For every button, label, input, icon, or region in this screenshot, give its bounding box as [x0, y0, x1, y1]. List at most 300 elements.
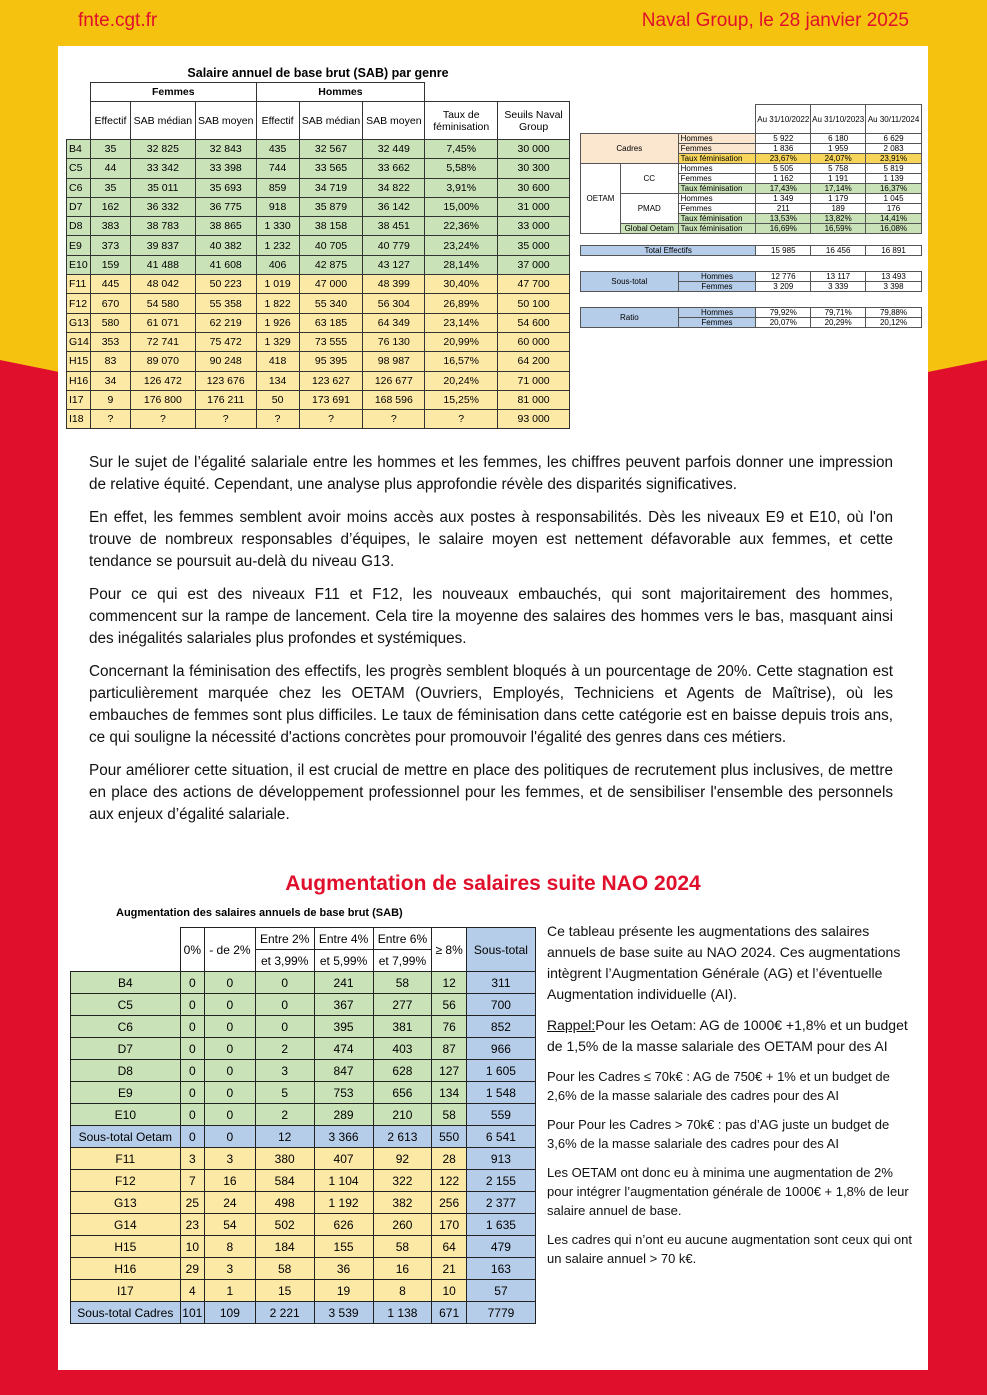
cell: 40 705 [299, 236, 363, 255]
cell: 5 819 [866, 164, 922, 174]
level-label: D7 [67, 197, 91, 216]
cell: 92 [373, 1148, 432, 1170]
cell: 580 [90, 313, 130, 332]
cell: 64 [432, 1236, 467, 1258]
cell: 23,67% [756, 154, 811, 164]
cell: 19 [314, 1280, 373, 1302]
date-col-3: Au 30/11/2024 [866, 105, 922, 134]
cell: 30 600 [498, 178, 570, 197]
cell: 498 [255, 1192, 314, 1214]
cell: 1 836 [756, 144, 811, 154]
cell: 3 [205, 1148, 256, 1170]
cell: 36 332 [130, 197, 195, 216]
row-label: H15 [71, 1236, 181, 1258]
cell: 1 [205, 1280, 256, 1302]
row-label: G13 [71, 1192, 181, 1214]
row-label: Hommes [678, 272, 756, 282]
level-label: E9 [67, 236, 91, 255]
cell: 382 [373, 1192, 432, 1214]
row-label: F11 [71, 1148, 181, 1170]
table-row [71, 1170, 536, 1192]
aug-table-title: Augmentation des salaires annuels de base brut (SAB) [116, 907, 403, 919]
cell: 90 248 [195, 352, 256, 371]
cell: 29 [180, 1258, 204, 1280]
table-row [71, 1060, 536, 1082]
cell: 256 [432, 1192, 467, 1214]
cell: 0 [180, 1104, 204, 1126]
paragraph-3: Pour ce qui est des niveaux F11 et F12, les nouveaux embauchés, qui sont majoritairement des hommes, commencent sur la rampe de lancement. Cela tire la moyenne des salaires des hommes vers le bas, masquant ainsi des inégalités salariales plus profondes et systémiques. [89, 586, 893, 647]
level-label: H16 [67, 371, 91, 390]
cell: 15,00% [425, 197, 498, 216]
table-row [71, 972, 536, 994]
side-notes [547, 921, 917, 1278]
cell: 58 [373, 1236, 432, 1258]
cell: 35 011 [130, 178, 195, 197]
cell: 95 395 [299, 352, 363, 371]
row-label: Hommes [678, 194, 756, 204]
cell: 1 019 [256, 275, 299, 294]
cell: 1 926 [256, 313, 299, 332]
cell: 3 339 [811, 282, 866, 292]
cell: 1 179 [811, 194, 866, 204]
augmentation-table [70, 927, 536, 1324]
paragraph-1: Sur le sujet de l’égalité salariale entre les hommes et les femmes, les chiffres peuvent parfois donner une impression de relative équité. Cependant, une analyse plus approfondie révèle des disparités significatives. [89, 454, 893, 493]
site-name: fnte.cgt.fr [78, 10, 158, 31]
cell: 72 741 [130, 332, 195, 351]
cell: 14,41% [866, 214, 922, 224]
cell: 584 [255, 1170, 314, 1192]
cell: 0 [180, 1126, 204, 1148]
cell: 41 488 [130, 255, 195, 274]
cell: 383 [90, 217, 130, 236]
level-label: F12 [67, 294, 91, 313]
date-col-2: Au 31/10/2023 [811, 105, 866, 134]
sab-col-header: Taux de féminisation [425, 102, 498, 140]
cell: 30 300 [498, 159, 570, 178]
cell: 0 [205, 972, 256, 994]
cell: 1 349 [756, 194, 811, 204]
cell: 12 [255, 1126, 314, 1148]
cell: 34 822 [363, 178, 425, 197]
section-title: Augmentation de salaires suite NAO 2024 [285, 872, 701, 895]
cell: 0 [180, 1038, 204, 1060]
cell: 41 608 [195, 255, 256, 274]
cell: 60 000 [498, 332, 570, 351]
cell: 2 083 [866, 144, 922, 154]
sab-col-header: SAB moyen [195, 102, 256, 140]
cell: 170 [432, 1214, 467, 1236]
cell: 44 [90, 159, 130, 178]
cell: 16 456 [811, 246, 866, 256]
cell: ? [195, 410, 256, 429]
cell: 0 [180, 1016, 204, 1038]
cell: 852 [466, 1016, 535, 1038]
cell: 5,58% [425, 159, 498, 178]
cell: 101 [180, 1302, 204, 1324]
row-label: B4 [71, 972, 181, 994]
cell: 31 000 [498, 197, 570, 216]
cell: 479 [466, 1236, 535, 1258]
level-label: E10 [67, 255, 91, 274]
cell: 32 825 [130, 140, 195, 159]
cell: 38 783 [130, 217, 195, 236]
cell: 2 221 [255, 1302, 314, 1324]
table-row [67, 390, 570, 409]
cell: 277 [373, 994, 432, 1016]
row-label: D7 [71, 1038, 181, 1060]
rappel-label: Rappel: [547, 1017, 596, 1033]
cell: 47 000 [299, 275, 363, 294]
cell: 241 [314, 972, 373, 994]
cell: 48 399 [363, 275, 425, 294]
cell: 38 451 [363, 217, 425, 236]
cell: ? [90, 410, 130, 429]
table-row [71, 1280, 536, 1302]
cell: 37 000 [498, 255, 570, 274]
cell: 670 [90, 294, 130, 313]
col-6-8a: Entre 6% [373, 928, 432, 950]
cell: 61 071 [130, 313, 195, 332]
cell: 33 662 [363, 159, 425, 178]
cell: 168 596 [363, 390, 425, 409]
cell: 3 539 [314, 1302, 373, 1324]
cell: 13,53% [756, 214, 811, 224]
col-ge8: ≥ 8% [432, 928, 467, 972]
cell: 211 [756, 204, 811, 214]
cell: 16,59% [811, 224, 866, 234]
cell: 79,92% [756, 308, 811, 318]
cell: 55 358 [195, 294, 256, 313]
document-page [58, 46, 928, 1370]
table-row [71, 1104, 536, 1126]
feminization-table [580, 104, 922, 328]
table-row [67, 178, 570, 197]
level-label: D8 [67, 217, 91, 236]
cell: 1 192 [314, 1192, 373, 1214]
cell: 406 [256, 255, 299, 274]
sab-table-title: Salaire annuel de base brut (SAB) par genre [187, 66, 449, 80]
cell: 58 [432, 1104, 467, 1126]
cell: 502 [255, 1214, 314, 1236]
level-label: G14 [67, 332, 91, 351]
cell: 418 [256, 352, 299, 371]
cell: 58 [373, 972, 432, 994]
cell: 16 [205, 1170, 256, 1192]
cell: 550 [432, 1126, 467, 1148]
cell: 373 [90, 236, 130, 255]
cell: 559 [466, 1104, 535, 1126]
cell: 34 719 [299, 178, 363, 197]
cell: 1 045 [866, 194, 922, 204]
cell: 671 [432, 1302, 467, 1324]
cell: 26,89% [425, 294, 498, 313]
cell: 17,43% [756, 184, 811, 194]
table-row [71, 1236, 536, 1258]
paragraph-2: En effet, les femmes semblent avoir moins accès aux postes à responsabilités. Dès les niveaux E9 et E10, où l'on trouve de nombreux responsables d’équipes, le salaire moyen est nettement défavorable aux femmes, et cette tendance se poursuit au-delà du niveau G13. [89, 509, 893, 570]
cell: 15 985 [756, 246, 811, 256]
paragraph-4: Concernant la féminisation des effectifs, les progrès semblent bloqués à un pourcentage de 20%. Cette stagnation est particulièrement marquée chez les OETAM (Ouvriers, Employés, Techniciens et Agents de Maîtrise), où les embauches de femmes sont plus difficiles. Le taux de féminisation dans cette catégorie est en baisse depuis trois ans, ce qui souligne la nécessité d'actions concrètes pour promouvoir l'égalité des genres dans ces métiers. [89, 663, 893, 746]
cell: 0 [255, 994, 314, 1016]
cell: 6 180 [811, 134, 866, 144]
row-label: E10 [71, 1104, 181, 1126]
cell: 56 304 [363, 294, 425, 313]
cell: 62 219 [195, 313, 256, 332]
cell: 0 [255, 972, 314, 994]
col-4-6a: Entre 4% [314, 928, 373, 950]
cell: 54 600 [498, 313, 570, 332]
cell: 210 [373, 1104, 432, 1126]
cell: 744 [256, 159, 299, 178]
cell: 15,25% [425, 390, 498, 409]
table-row [67, 410, 570, 429]
cell: 395 [314, 1016, 373, 1038]
cell: 48 042 [130, 275, 195, 294]
table-row [67, 352, 570, 371]
row-label: G14 [71, 1214, 181, 1236]
paragraph-5: Pour améliorer cette situation, il est crucial de mettre en place des politiques de recrutement plus inclusives, de mettre en place des actions de développement professionnel pour les femmes, et de sensibiliser l'ensemble des personnels aux enjeux d’égalité salariale. [89, 762, 893, 823]
table-row [71, 1148, 536, 1170]
date-line: Naval Group, le 28 janvier 2025 [641, 10, 909, 31]
row-label: I17 [71, 1280, 181, 1302]
cell: 13,82% [811, 214, 866, 224]
sab-table [66, 82, 570, 429]
cell: 403 [373, 1038, 432, 1060]
cell: 6 629 [866, 134, 922, 144]
cell: 79,71% [811, 308, 866, 318]
side-cadres-none: Les cadres qui n’ont eu aucune augmentation sont ceux qui ont un salaire annuel > 70 k€. [547, 1232, 912, 1266]
row-label: Femmes [678, 204, 756, 214]
col-sous-total: Sous-total [466, 928, 535, 972]
cell: 75 472 [195, 332, 256, 351]
cell: 176 [866, 204, 922, 214]
side-oetam: Les OETAM ont donc eu à minima une augmentation de 2% pour intégrer l’augmentation générale de 1000€ + 1,8% de leur salaire annuel de base. [547, 1165, 909, 1218]
cell: 189 [811, 204, 866, 214]
level-label: C5 [67, 159, 91, 178]
cell: 20,24% [425, 371, 498, 390]
cell: 63 185 [299, 313, 363, 332]
cell: 6 541 [466, 1126, 535, 1148]
row-label: H16 [71, 1258, 181, 1280]
table-row [71, 1302, 536, 1324]
level-label: I17 [67, 390, 91, 409]
total-effectifs-label: Total Effectifs [581, 246, 756, 256]
cell: 966 [466, 1038, 535, 1060]
cell: 0 [180, 994, 204, 1016]
cell: 38 158 [299, 217, 363, 236]
cell: 8 [373, 1280, 432, 1302]
cell: 7779 [466, 1302, 535, 1324]
cell: 628 [373, 1060, 432, 1082]
table-row [67, 313, 570, 332]
table-row [67, 371, 570, 390]
cell: 17,14% [811, 184, 866, 194]
cell: 435 [256, 140, 299, 159]
cell: 859 [256, 178, 299, 197]
row-label: D8 [71, 1060, 181, 1082]
cell: 380 [255, 1148, 314, 1170]
cell: 5 758 [811, 164, 866, 174]
cell: 1 139 [866, 174, 922, 184]
table-row [71, 1126, 536, 1148]
cell: ? [425, 410, 498, 429]
cell: 109 [205, 1302, 256, 1324]
cell: 122 [432, 1170, 467, 1192]
cell: 16,08% [866, 224, 922, 234]
side-intro: Ce tableau présente les augmentations des salaires annuels de base suite au NAO 2024. Ces augmentations intègrent l’Augmentation Générale (AG) et l’éventuelle Augmentation individuelle (AI). [547, 923, 901, 1002]
table-row [71, 1258, 536, 1280]
cell: 0 [180, 1060, 204, 1082]
cell: 15 [255, 1280, 314, 1302]
cell: 35 000 [498, 236, 570, 255]
cell: 1 330 [256, 217, 299, 236]
cell: 3,91% [425, 178, 498, 197]
cell: 23,24% [425, 236, 498, 255]
cell: 89 070 [130, 352, 195, 371]
cell: 847 [314, 1060, 373, 1082]
cell: 322 [373, 1170, 432, 1192]
side-cadres-high: Pour Pour les Cadres > 70k€ : pas d’AG juste un budget de 3,6% de la masse salariale des cadres pour des AI [547, 1117, 890, 1151]
cell: 73 555 [299, 332, 363, 351]
cell: 42 875 [299, 255, 363, 274]
cell: 123 627 [299, 371, 363, 390]
cell: 134 [256, 371, 299, 390]
table-row [71, 1082, 536, 1104]
cell: 163 [466, 1258, 535, 1280]
cell: 21 [432, 1258, 467, 1280]
cell: 54 580 [130, 294, 195, 313]
cell: 127 [432, 1060, 467, 1082]
cell: 5 [255, 1082, 314, 1104]
table-row [71, 1016, 536, 1038]
cell: 38 865 [195, 217, 256, 236]
cell: 23 [180, 1214, 204, 1236]
cell: 10 [180, 1236, 204, 1258]
level-label: G13 [67, 313, 91, 332]
cell: ? [256, 410, 299, 429]
sab-col-header: SAB moyen [363, 102, 425, 140]
cell: 98 987 [363, 352, 425, 371]
cell: 16 [373, 1258, 432, 1280]
cell: 32 843 [195, 140, 256, 159]
cell: 184 [255, 1236, 314, 1258]
table-row [71, 1214, 536, 1236]
cell: 35 [90, 140, 130, 159]
cell: 24,07% [811, 154, 866, 164]
cell: 3 [255, 1060, 314, 1082]
row-label: Taux féminisation [678, 224, 756, 234]
cell: 55 340 [299, 294, 363, 313]
cell: 918 [256, 197, 299, 216]
cell: 32 567 [299, 140, 363, 159]
cell: 1 104 [314, 1170, 373, 1192]
cell: 700 [466, 994, 535, 1016]
cell: 0 [180, 972, 204, 994]
cell: 20,07% [756, 318, 811, 328]
cell: 20,29% [811, 318, 866, 328]
cell: 33 000 [498, 217, 570, 236]
row-label: Sous-total Cadres [71, 1302, 181, 1324]
cell: 381 [373, 1016, 432, 1038]
cell: 1 548 [466, 1082, 535, 1104]
cell: 134 [432, 1082, 467, 1104]
table-row [67, 255, 570, 274]
cell: 176 800 [130, 390, 195, 409]
cell: 9 [90, 390, 130, 409]
sab-col-header: SAB médian [299, 102, 363, 140]
table-row [67, 294, 570, 313]
cell: 123 676 [195, 371, 256, 390]
cell: 33 398 [195, 159, 256, 178]
cc-label: CC [620, 164, 678, 194]
table-row [67, 217, 570, 236]
cell: 0 [205, 994, 256, 1016]
global-oetam-label: Global Oetam [620, 224, 678, 234]
cell: 35 693 [195, 178, 256, 197]
cell: 8 [205, 1236, 256, 1258]
cell: 28 [432, 1148, 467, 1170]
cell: 3 366 [314, 1126, 373, 1148]
cell: 20,99% [425, 332, 498, 351]
col-6-8b: et 7,99% [373, 950, 432, 972]
sous-total-label: Sous-total [581, 272, 679, 292]
cell: 40 779 [363, 236, 425, 255]
cell: 50 223 [195, 275, 256, 294]
sab-col-header: Effectif [256, 102, 299, 140]
cell: 13 493 [866, 272, 922, 282]
level-label: B4 [67, 140, 91, 159]
cell: 57 [466, 1280, 535, 1302]
table-row [67, 159, 570, 178]
cell: 83 [90, 352, 130, 371]
cell: 43 127 [363, 255, 425, 274]
cell: 36 775 [195, 197, 256, 216]
row-label: Femmes [678, 318, 756, 328]
sab-col-header: Effectif [90, 102, 130, 140]
cell: 30 000 [498, 140, 570, 159]
cell: 24 [205, 1192, 256, 1214]
row-label: E9 [71, 1082, 181, 1104]
cell: 12 [432, 972, 467, 994]
cell: 50 100 [498, 294, 570, 313]
cell: 367 [314, 994, 373, 1016]
cell: 173 691 [299, 390, 363, 409]
cell: 1 959 [811, 144, 866, 154]
cell: 656 [373, 1082, 432, 1104]
side-rappel [547, 1015, 917, 1057]
cell: 76 130 [363, 332, 425, 351]
ratio-label: Ratio [581, 308, 679, 328]
row-label: Femmes [678, 144, 756, 154]
cell: 40 382 [195, 236, 256, 255]
cell: 0 [180, 1082, 204, 1104]
cell: 126 677 [363, 371, 425, 390]
row-label: Hommes [678, 308, 756, 318]
cell: 79,88% [866, 308, 922, 318]
cell: 10 [432, 1280, 467, 1302]
table-row [71, 994, 536, 1016]
cell: 5 505 [756, 164, 811, 174]
cell: 2 [255, 1038, 314, 1060]
cell: 1 232 [256, 236, 299, 255]
cell: 0 [205, 1016, 256, 1038]
level-label: F11 [67, 275, 91, 294]
cell: 32 449 [363, 140, 425, 159]
cell: 0 [205, 1060, 256, 1082]
cadres-label: Cadres [581, 134, 679, 164]
cell: 445 [90, 275, 130, 294]
cell: 0 [205, 1082, 256, 1104]
cell: 12 776 [756, 272, 811, 282]
